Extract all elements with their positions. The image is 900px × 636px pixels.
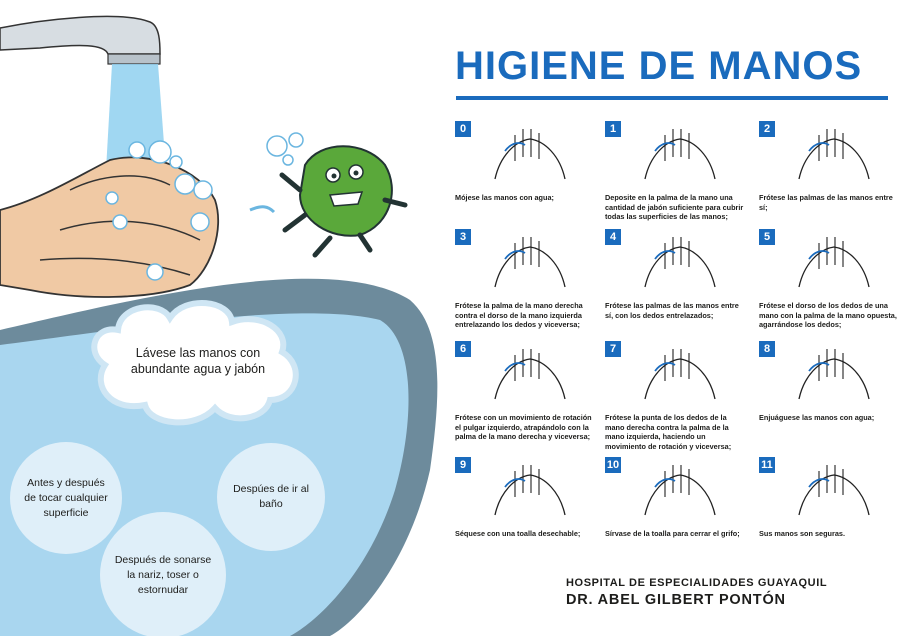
- page-title: HIGIENE DE MANOS: [455, 44, 863, 88]
- step-caption: Frótese la punta de los dedos de la mano derecha contra la palma de la mano izquierda, haciendo un movimiento de rotación y viceversa;: [605, 413, 732, 451]
- step-number: 7: [605, 341, 621, 357]
- cloud-text: Lávese las manos con abundante agua y jabón: [130, 346, 266, 376]
- step-2: [759, 121, 899, 229]
- step-caption: Enjuáguese las manos con agua;: [759, 413, 875, 422]
- hospital-name: HOSPITAL DE ESPECIALIDADES GUAYAQUIL: [566, 577, 828, 589]
- bubble-text: Antes y después de tocar cualquier superficie: [24, 476, 108, 519]
- step-3: [455, 229, 595, 337]
- bubble-text: Despúes de ir al baño: [233, 483, 309, 510]
- fingertips-icon: [625, 341, 735, 407]
- step-number: 1: [605, 121, 621, 137]
- step-number: 3: [455, 229, 471, 245]
- germ-icon: [250, 146, 405, 255]
- towel-dry-icon: [475, 457, 585, 523]
- step-caption: Deposite en la palma de la mano una cantidad de jabón suficiente para cubrir todas las superficies de las manos;: [605, 193, 744, 222]
- step-number: 11: [759, 457, 775, 473]
- step-9: [455, 457, 595, 565]
- step-number: 10: [606, 459, 620, 471]
- palms-rub-icon: [779, 121, 889, 187]
- step-number: 6: [455, 341, 471, 357]
- soap-dispenser-icon: [625, 121, 735, 187]
- step-10: [605, 457, 745, 565]
- step-0: [455, 121, 595, 229]
- step-4: [605, 229, 745, 337]
- step-caption: Sírvase de la toalla para cerrar el grifo;: [605, 529, 740, 538]
- step-number: 9: [455, 457, 471, 473]
- towel-faucet-icon: [625, 457, 735, 523]
- step-5: [759, 229, 899, 337]
- step-caption: Frótese el dorso de los dedos de una mano con la palma de la mano opuesta, agarrándose los dedos;: [759, 301, 897, 330]
- fingers-grip-icon: [779, 229, 889, 295]
- interlace-icon: [625, 229, 735, 295]
- bubble-after-bathroom: [217, 443, 325, 551]
- step-8: [759, 341, 899, 449]
- faucet-icon: [0, 16, 160, 54]
- step-number: 4: [605, 229, 621, 245]
- bubble-after-sneeze: [100, 512, 226, 636]
- step-caption: Sus manos son seguras.: [759, 529, 845, 538]
- step-caption: Séquese con una toalla desechable;: [455, 529, 581, 538]
- step-caption: Mójese las manos con agua;: [455, 193, 554, 202]
- step-caption: Frótese las palmas de las manos entre sí;: [759, 193, 893, 212]
- step-number: 0: [455, 121, 471, 137]
- step-number: 5: [759, 229, 775, 245]
- step-caption: Frótese las palmas de las manos entre sí, con los dedos entrelazados;: [605, 301, 739, 320]
- step-caption: Frótese con un movimiento de rotación el pulgar izquierdo, atrapándolo con la palma de la mano derecha y viceversa;: [455, 413, 592, 442]
- clean-hands-icon: [779, 457, 889, 523]
- step-caption: Frótese la palma de la mano derecha contra el dorso de la mano izquierda entrelazando los dedos y viceversa;: [455, 301, 583, 330]
- back-rub-icon: [475, 229, 585, 295]
- faucet-icon: [475, 121, 585, 187]
- step-6: [455, 341, 595, 449]
- step-1: [605, 121, 745, 229]
- hospital-subname: DR. ABEL GILBERT PONTÓN: [566, 592, 786, 608]
- step-11: [759, 457, 899, 565]
- bubble-text: Después de sonarse la nariz, toser o estornudar: [114, 553, 212, 596]
- title-divider: [456, 96, 888, 100]
- thumb-rotate-icon: [475, 341, 585, 407]
- step-7: [605, 341, 745, 449]
- step-number: 2: [759, 121, 775, 137]
- rinse-icon: [779, 341, 889, 407]
- step-number: 8: [759, 341, 775, 357]
- bubble-before-after: [10, 442, 122, 554]
- left-illustration: [0, 0, 445, 636]
